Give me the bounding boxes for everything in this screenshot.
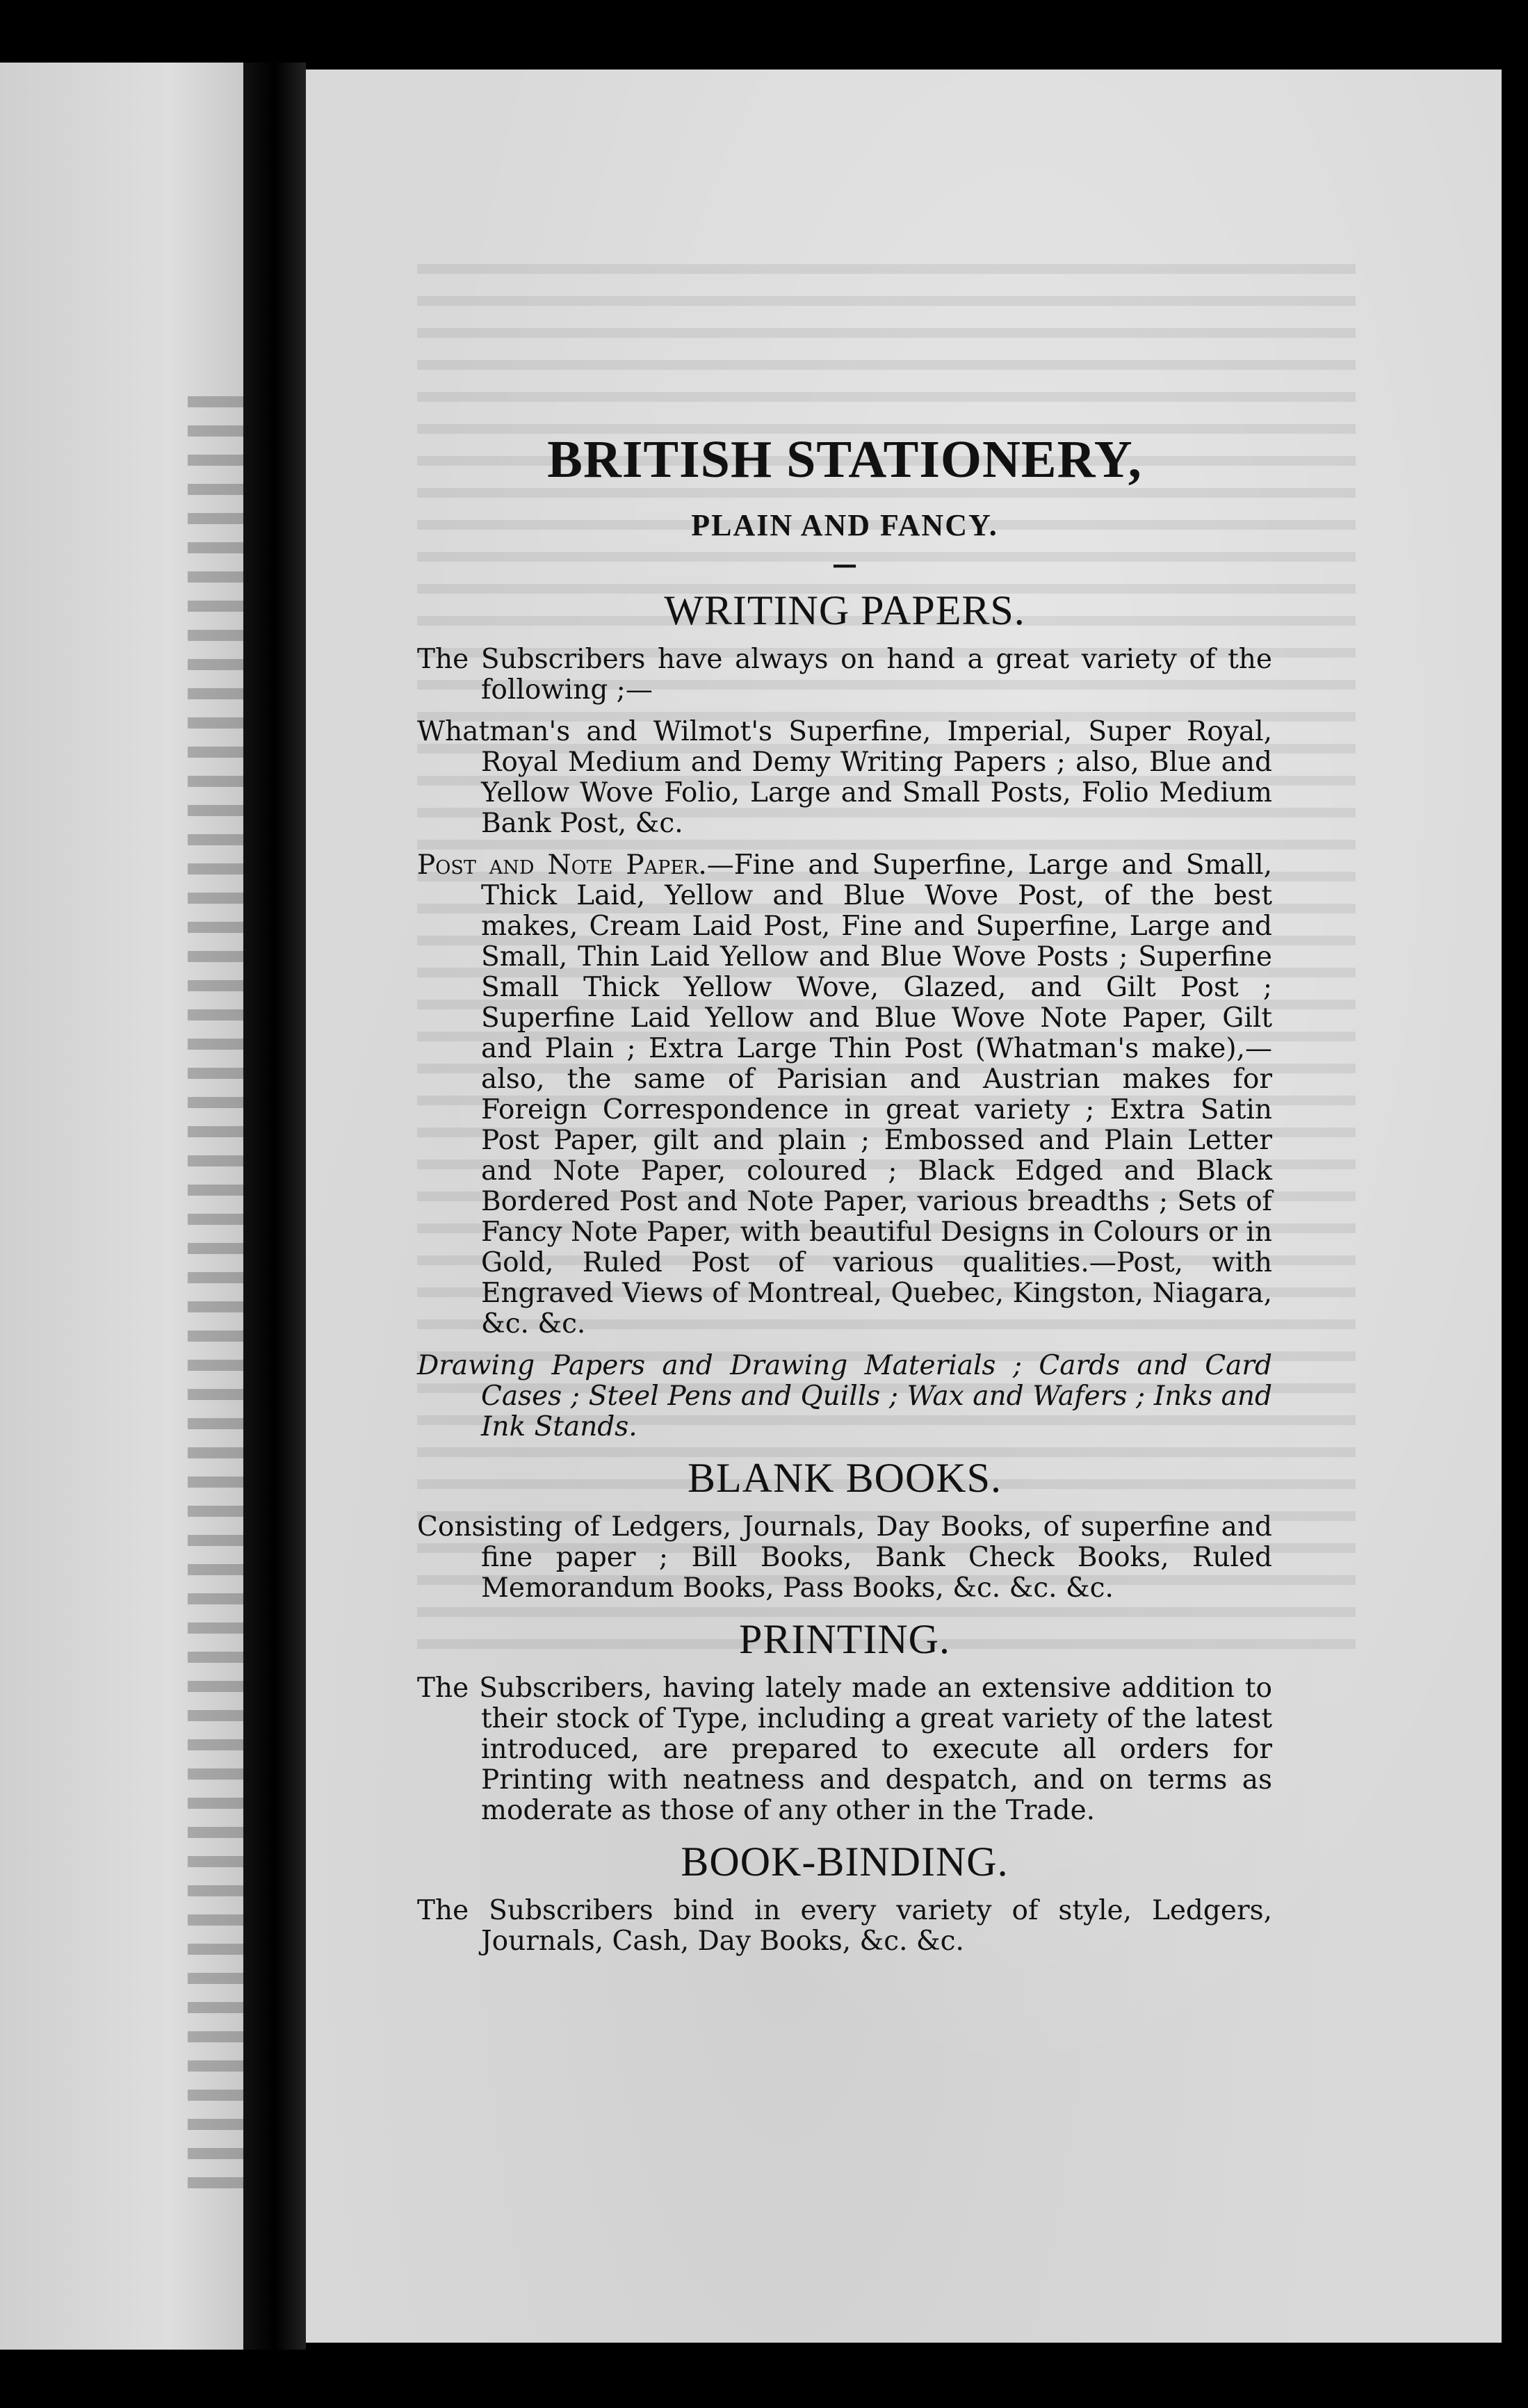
post-note-label: Post and Note Paper. bbox=[417, 849, 707, 881]
binding-body: The Subscribers bind in every variety of style, Ledgers, Journals, Cash, Day Books, &c. &c. bbox=[417, 1894, 1272, 1957]
post-note-body: —Fine and Superfine, Large and Small, Thick Laid, Yellow and Blue Wove Post, of the best makes, Cream Laid Post, Fine and Superfine, Large and Small, Thin Laid Yellow and Blue Wove Posts ; Superfine Small Thick Yellow Wove, Glazed, and Gilt Post ; Superfine Laid Yellow and Blue Wove Note Paper, Gilt and Plain ; Extra Large Thin Post (Whatman's make),—also, the same of Parisian and Austrian makes for Foreign Correspondence in great variety ; Extra Satin Post Paper, gilt and plain ; Embossed and Plain Letter and Note Paper, coloured ; Black Edged and Black Bordered Post and Note Paper, various breadths ; Sets of Fancy Note Paper, with beautiful Designs in Colours or in Gold, Ruled Post of various qualities.—Post, with Engraved Views of Montreal, Quebec, Kingston, Niagara, &c. &c. bbox=[481, 849, 1272, 1340]
facing-page-text-edge bbox=[188, 396, 243, 2204]
heading-book-binding: BOOK-BINDING. bbox=[681, 1838, 1009, 1885]
heading-writing-papers: WRITING PAPERS. bbox=[664, 587, 1025, 633]
page-subtitle: PLAIN AND FANCY. bbox=[691, 507, 998, 542]
writing-post-note bbox=[417, 850, 1272, 1340]
title-divider: — bbox=[832, 549, 857, 579]
printing-body: The Subscribers, having lately made an extensive addition to their stock of Type, including a great variety of the latest introduced, are prepared to execute all orders for Printing with neatness and despatch, and on terms as moderate as those of any other in the Trade. bbox=[417, 1672, 1272, 1826]
writing-drawing-materials: Drawing Papers and Drawing Materials ; Cards and Card Cases ; Steel Pens and Quills ; Wax and Wafers ; Inks and Ink Stands. bbox=[417, 1349, 1272, 1442]
page-content bbox=[417, 431, 1272, 1968]
writing-intro: The Subscribers have always on hand a great variety of the following ;— bbox=[417, 643, 1272, 706]
blank-books-body: Consisting of Ledgers, Journals, Day Books, of superfine and fine paper ; Bill Books, Bank Check Books, Ruled Memorandum Books, Pass Books, &c. &c. &c. bbox=[417, 1511, 1272, 1604]
heading-printing: PRINTING. bbox=[739, 1616, 950, 1662]
page-title: BRITISH STATIONERY, bbox=[547, 430, 1142, 489]
heading-blank-books: BLANK BOOKS. bbox=[687, 1454, 1002, 1501]
writing-whatman: Whatman's and Wilmot's Superfine, Imperial, Super Royal, Royal Medium and Demy Writing Papers ; also, Blue and Yellow Wove Folio, Large and Small Posts, Folio Medium Bank Post, &c. bbox=[417, 715, 1272, 839]
facing-page-edge bbox=[0, 63, 243, 2350]
book-gutter bbox=[243, 63, 306, 2350]
